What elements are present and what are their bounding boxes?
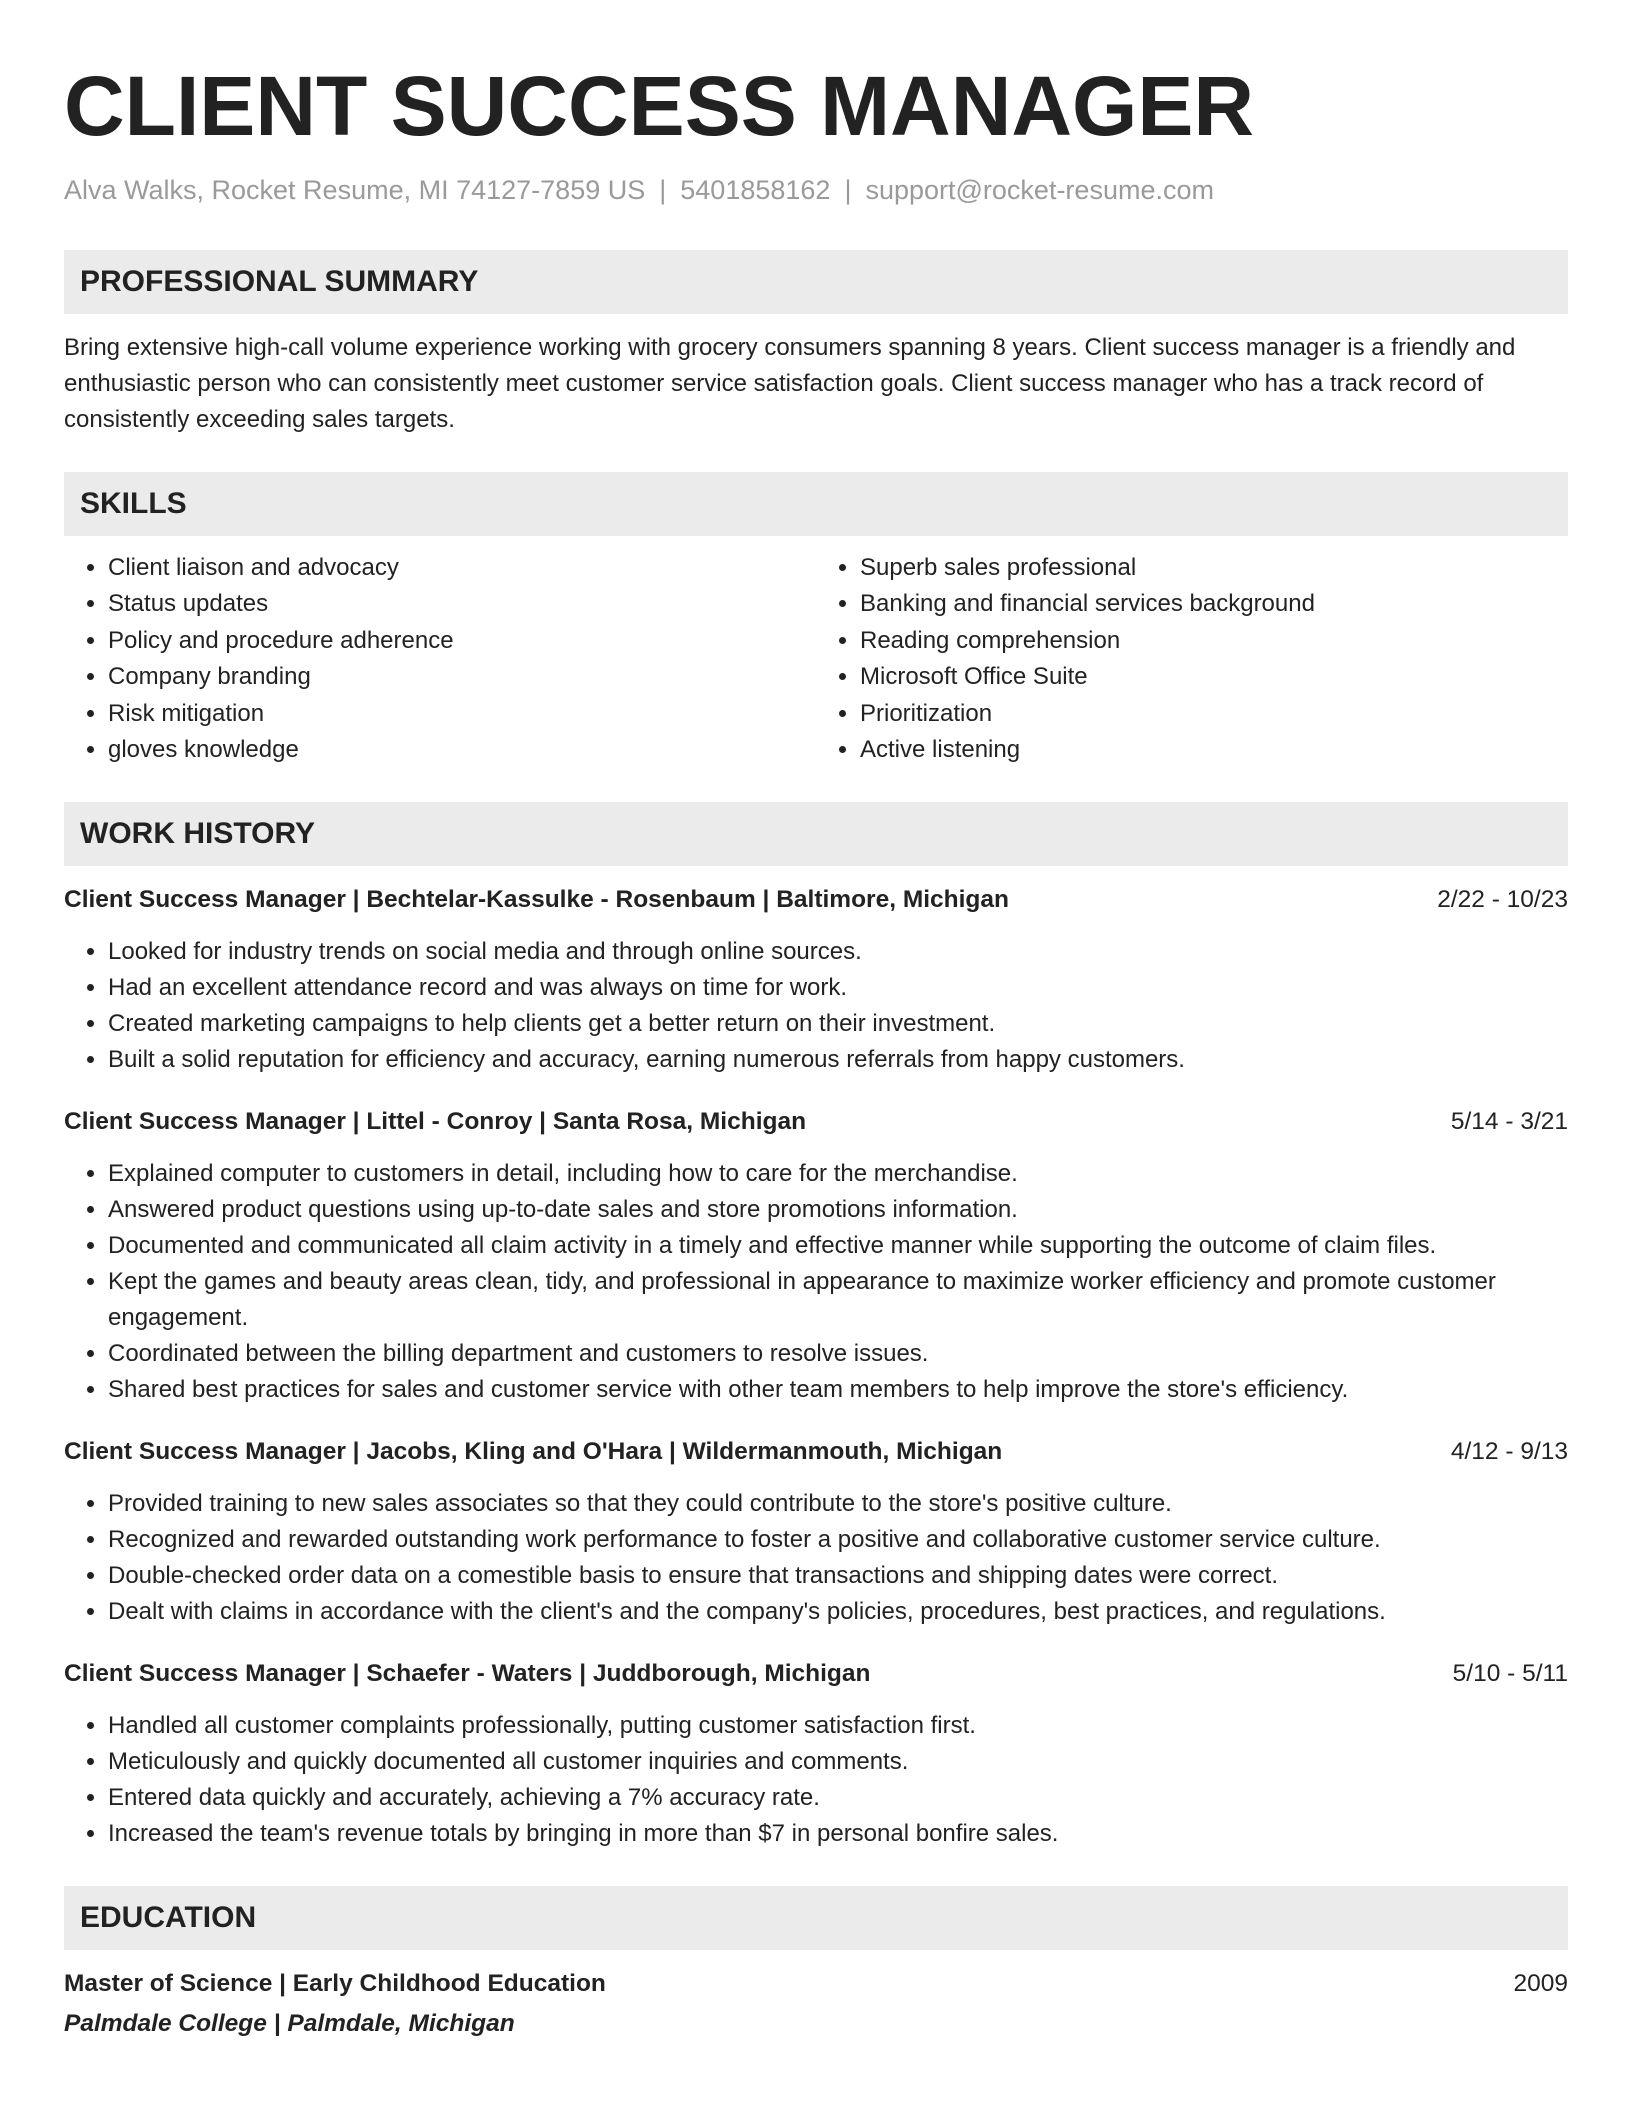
skill-item: • Policy and procedure adherence bbox=[108, 623, 816, 659]
job-dates: 5/10 - 5/11 bbox=[1452, 1660, 1568, 1688]
resume-title: CLIENT SUCCESS MANAGER bbox=[64, 59, 1255, 153]
job-bullet: • Shared best practices for sales and customer service with other team members to help improve the store's efficiency. bbox=[108, 1372, 1568, 1408]
contact-line bbox=[64, 172, 1568, 208]
job-bullet: • Kept the games and beauty areas clean, tidy, and professional in appearance to maximize worker efficiency and promote customer engagement. bbox=[108, 1264, 1568, 1336]
education-header bbox=[64, 1966, 1568, 2002]
skill-item: • gloves knowledge bbox=[108, 732, 816, 768]
skill-item: • Risk mitigation bbox=[108, 696, 816, 732]
job-bullet: • Meticulously and quickly documented all customer inquiries and comments. bbox=[108, 1744, 1568, 1780]
skills-section-title: SKILLS bbox=[80, 487, 187, 520]
job-header bbox=[64, 1434, 1568, 1470]
job-bullet: • Explained computer to customers in detail, including how to care for the merchandise. bbox=[108, 1156, 1568, 1192]
work-section-title: WORK HISTORY bbox=[80, 817, 316, 851]
job-header bbox=[64, 1656, 1568, 1692]
skill-item: • Client liaison and advocacy bbox=[108, 550, 816, 586]
work-section-header bbox=[64, 802, 1568, 866]
job-dates: 4/12 - 9/13 bbox=[1450, 1438, 1568, 1466]
job-bullet: • Created marketing campaigns to help clients get a better return on their investment. bbox=[108, 1006, 1568, 1042]
job-bullet: • Provided training to new sales associates so that they could contribute to the store's positive culture. bbox=[108, 1486, 1568, 1522]
job-bullet: • Looked for industry trends on social media and through online sources. bbox=[108, 934, 1568, 970]
summary-section-title: PROFESSIONAL SUMMARY bbox=[80, 265, 479, 298]
skills-column-left bbox=[64, 550, 816, 768]
job-bullets bbox=[64, 1156, 1568, 1408]
job-bullet: • Increased the team's revenue totals by bringing in more than $7 in personal bonfire sales. bbox=[108, 1816, 1568, 1852]
contact-email: support@rocket-resume.com bbox=[865, 175, 1214, 205]
job-bullet: • Had an excellent attendance record and was always on time for work. bbox=[108, 970, 1568, 1006]
contact-address: Alva Walks, Rocket Resume, MI 74127-7859 US bbox=[64, 175, 646, 205]
job-bullets bbox=[64, 1708, 1568, 1852]
skill-item: • Microsoft Office Suite bbox=[860, 659, 1568, 695]
job-bullet: • Answered product questions using up-to-date sales and store promotions information. bbox=[108, 1192, 1568, 1228]
contact-separator: | bbox=[844, 175, 852, 205]
skill-item: • Prioritization bbox=[860, 696, 1568, 732]
skills-section-header bbox=[64, 472, 1568, 536]
job-bullet: • Built a solid reputation for efficiency and accuracy, earning numerous referrals from happy customers. bbox=[108, 1042, 1568, 1078]
job-bullet: • Documented and communicated all claim activity in a timely and effective manner while supporting the outcome of claim files. bbox=[108, 1228, 1568, 1264]
job-bullet: • Entered data quickly and accurately, achieving a 7% accuracy rate. bbox=[108, 1780, 1568, 1816]
skill-item: • Banking and financial services background bbox=[860, 586, 1568, 622]
job-dates: 5/14 - 3/21 bbox=[1450, 1108, 1568, 1136]
skill-item: • Reading comprehension bbox=[860, 623, 1568, 659]
skills-list bbox=[64, 550, 1568, 768]
job-bullet: • Recognized and rewarded outstanding work performance to foster a positive and collaborative customer service culture. bbox=[108, 1522, 1568, 1558]
job-entry bbox=[64, 1656, 1568, 1852]
job-heading: Client Success Manager | Schaefer - Waters | Juddborough, Michigan bbox=[64, 1660, 871, 1688]
job-dates: 2/22 - 10/23 bbox=[1437, 886, 1568, 914]
job-entry bbox=[64, 1104, 1568, 1408]
job-entry bbox=[64, 1434, 1568, 1630]
job-entry bbox=[64, 882, 1568, 1078]
job-bullet: • Double-checked order data on a comestible basis to ensure that transactions and shipping dates were correct. bbox=[108, 1558, 1568, 1594]
job-heading: Client Success Manager | Jacobs, Kling and O'Hara | Wildermanmouth, Michigan bbox=[64, 1438, 1003, 1466]
summary-section-header bbox=[64, 250, 1568, 314]
job-bullets bbox=[64, 934, 1568, 1078]
education-section-title: EDUCATION bbox=[80, 1901, 257, 1935]
job-bullets bbox=[64, 1486, 1568, 1630]
education-degree: Master of Science | Early Childhood Education bbox=[64, 1970, 606, 1998]
skills-column-right bbox=[816, 550, 1568, 768]
skill-item: • Company branding bbox=[108, 659, 816, 695]
job-heading: Client Success Manager | Bechtelar-Kassulke - Rosenbaum | Baltimore, Michigan bbox=[64, 886, 1009, 914]
summary-text: Bring extensive high-call volume experience working with grocery consumers spanning 8 years. Client success manager is a friendly and enthusiastic person who can consistently meet customer service satisfaction goals. Client success manager who has a track record of consistently exceeding sales targets. bbox=[64, 334, 1516, 433]
skill-item: • Superb sales professional bbox=[860, 550, 1568, 586]
education-year: 2009 bbox=[1513, 1970, 1568, 1998]
education-school: Palmdale College | Palmdale, Michigan bbox=[64, 2010, 515, 2038]
job-heading: Client Success Manager | Littel - Conroy | Santa Rosa, Michigan bbox=[64, 1108, 807, 1136]
education-entry bbox=[64, 1966, 1568, 2042]
job-header bbox=[64, 1104, 1568, 1140]
skill-item: • Status updates bbox=[108, 586, 816, 622]
education-section-header bbox=[64, 1886, 1568, 1950]
resume-page bbox=[64, 56, 1568, 2042]
job-bullet: • Handled all customer complaints professionally, putting customer satisfaction first. bbox=[108, 1708, 1568, 1744]
skill-item: • Active listening bbox=[860, 732, 1568, 768]
job-bullet: • Coordinated between the billing department and customers to resolve issues. bbox=[108, 1336, 1568, 1372]
job-header bbox=[64, 882, 1568, 918]
contact-separator: | bbox=[659, 175, 667, 205]
contact-phone: 5401858162 bbox=[680, 175, 831, 205]
job-bullet: • Dealt with claims in accordance with the client's and the company's policies, procedures, best practices, and regulations. bbox=[108, 1594, 1568, 1630]
